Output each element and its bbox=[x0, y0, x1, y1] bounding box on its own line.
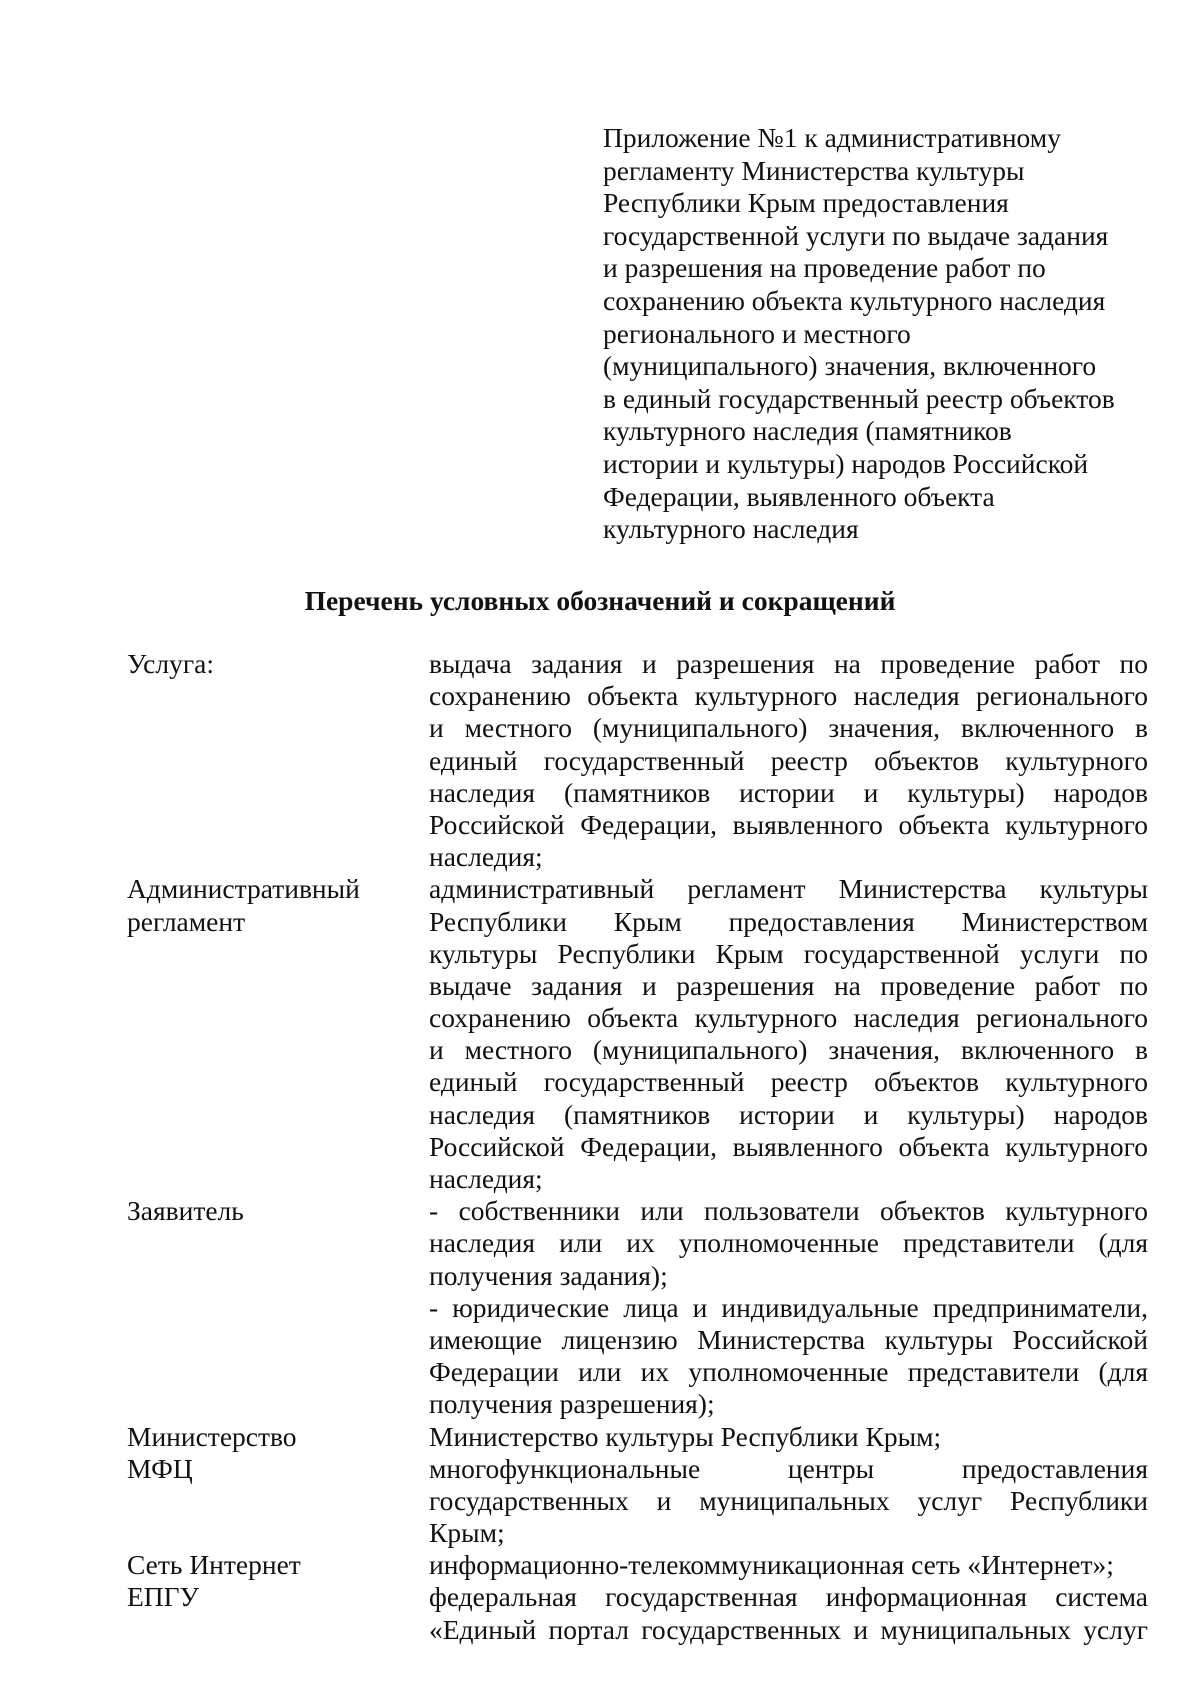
definition-text bbox=[429, 1421, 1148, 1453]
appendix-line: сохранению объекта культурного наследия bbox=[603, 284, 1106, 316]
definition-term-line: Услуга: bbox=[127, 648, 214, 679]
definition-term bbox=[127, 1549, 429, 1581]
definition-text-line: наследия (памятников истории и культуры) народов bbox=[429, 1098, 1148, 1130]
appendix-line: государственной услуги по выдаче задания bbox=[603, 219, 1109, 251]
definition-term-line: МФЦ bbox=[127, 1452, 193, 1484]
definition-text-line: наследия или их уполномоченные представители (для bbox=[429, 1227, 1148, 1259]
definition-term bbox=[127, 873, 429, 1195]
definition-text-line: многофункциональные центры предоставления bbox=[429, 1452, 1148, 1484]
definition-text-line: единый государственный реестр объектов культурного bbox=[429, 1066, 1148, 1098]
definition-text bbox=[429, 1549, 1148, 1581]
definition-text-line: информационно-телекоммуникационная сеть «Интернет»; bbox=[429, 1549, 1114, 1581]
definition-term bbox=[127, 1453, 429, 1550]
definition-text-line: наследия; bbox=[429, 1163, 543, 1194]
definition-term-line: Административный bbox=[127, 873, 360, 905]
definition-text-line: получения разрешения); bbox=[429, 1388, 715, 1420]
appendix-line: Федерации, выявленного объекта bbox=[603, 480, 995, 512]
definition-term-line: ЕПГУ bbox=[127, 1581, 200, 1613]
definition-row bbox=[127, 648, 1147, 873]
definition-row bbox=[127, 1581, 1147, 1645]
definition-text-line: Российской Федерации, выявленного объекта культурного bbox=[429, 808, 1148, 840]
appendix-line: регламенту Министерства культуры bbox=[603, 154, 1025, 186]
definition-text-line: сохранению объекта культурного наследия регионального bbox=[429, 1002, 1148, 1034]
definitions-list bbox=[127, 648, 1147, 1646]
appendix-line: Приложение №1 к административному bbox=[603, 122, 1061, 153]
definition-term bbox=[127, 1195, 429, 1420]
definition-term bbox=[127, 1581, 429, 1645]
definition-term-line: Сеть Интернет bbox=[127, 1549, 301, 1581]
definition-text-line: наследия (памятников истории и культуры) народов bbox=[429, 776, 1148, 808]
definition-row bbox=[127, 1453, 1147, 1550]
definition-text-line: выдача задания и разрешения на проведение работ по bbox=[429, 648, 1148, 679]
definition-term-line: регламент bbox=[127, 905, 246, 937]
definition-row bbox=[127, 1195, 1147, 1420]
definition-text bbox=[429, 648, 1148, 873]
appendix-line: истории и культуры) народов Российской bbox=[603, 447, 1089, 479]
definition-text-line: Республики Крым предоставления Министерством bbox=[429, 905, 1148, 937]
definition-text-line: - собственники или пользователи объектов культурного bbox=[429, 1195, 1148, 1227]
appendix-line: (муниципального) значения, включенного bbox=[603, 350, 1097, 382]
appendix-line: в единый государственный реестр объектов bbox=[603, 382, 1115, 414]
definition-text-line: выдаче задания и разрешения на проведение работ по bbox=[429, 969, 1148, 1001]
definition-term bbox=[127, 1421, 429, 1453]
definition-term bbox=[127, 648, 429, 873]
definition-text-line: Крым; bbox=[429, 1517, 505, 1549]
definition-text-line: наследия; bbox=[429, 841, 543, 873]
definition-row bbox=[127, 1549, 1147, 1581]
definition-text-line: получения задания); bbox=[429, 1259, 668, 1291]
definition-text-line: Федерации или их уполномоченные представители (для bbox=[429, 1356, 1148, 1388]
definition-text-line: федеральная государственная информационная система bbox=[429, 1581, 1148, 1613]
definition-text-line: административный регламент Министерства культуры bbox=[429, 873, 1148, 905]
definition-text bbox=[429, 1453, 1148, 1550]
definition-text-line: - юридические лица и индивидуальные предприниматели, bbox=[429, 1291, 1148, 1323]
definition-term-line: Министерство bbox=[127, 1420, 297, 1452]
definition-text-line: культуры Республики Крым государственной услуги по bbox=[429, 937, 1148, 969]
definition-text bbox=[429, 1581, 1148, 1645]
page-title: Перечень условных обозначений и сокращений bbox=[304, 585, 896, 616]
definition-term-line: Заявитель bbox=[127, 1195, 244, 1227]
definition-text-line: «Единый портал государственных и муниципальных услуг bbox=[429, 1613, 1148, 1645]
appendix-line: и разрешения на проведение работ по bbox=[603, 252, 1046, 284]
definition-row bbox=[127, 873, 1147, 1195]
definition-text bbox=[429, 1195, 1148, 1420]
definition-text-line: имеющие лицензию Министерства культуры Российской bbox=[429, 1323, 1148, 1355]
definition-row bbox=[127, 1421, 1147, 1453]
appendix-line: регионального и местного bbox=[603, 317, 911, 349]
appendix-line: Республики Крым предоставления bbox=[603, 187, 1009, 219]
definition-text-line: государственных и муниципальных услуг Республики bbox=[429, 1484, 1148, 1516]
definition-text-line: и местного (муниципального) значения, включенного в bbox=[429, 712, 1148, 744]
definition-text bbox=[429, 873, 1148, 1195]
definition-text-line: и местного (муниципального) значения, включенного в bbox=[429, 1034, 1148, 1066]
appendix-header bbox=[603, 122, 1163, 546]
definition-text-line: сохранению объекта культурного наследия регионального bbox=[429, 680, 1148, 712]
appendix-line: культурного наследия bbox=[603, 513, 859, 545]
definition-text-line: Российской Федерации, выявленного объекта культурного bbox=[429, 1130, 1148, 1162]
definition-text-line: Министерство культуры Республики Крым; bbox=[429, 1420, 942, 1452]
definition-text-line: единый государственный реестр объектов культурного bbox=[429, 744, 1148, 776]
appendix-line: культурного наследия (памятников bbox=[603, 415, 1012, 447]
